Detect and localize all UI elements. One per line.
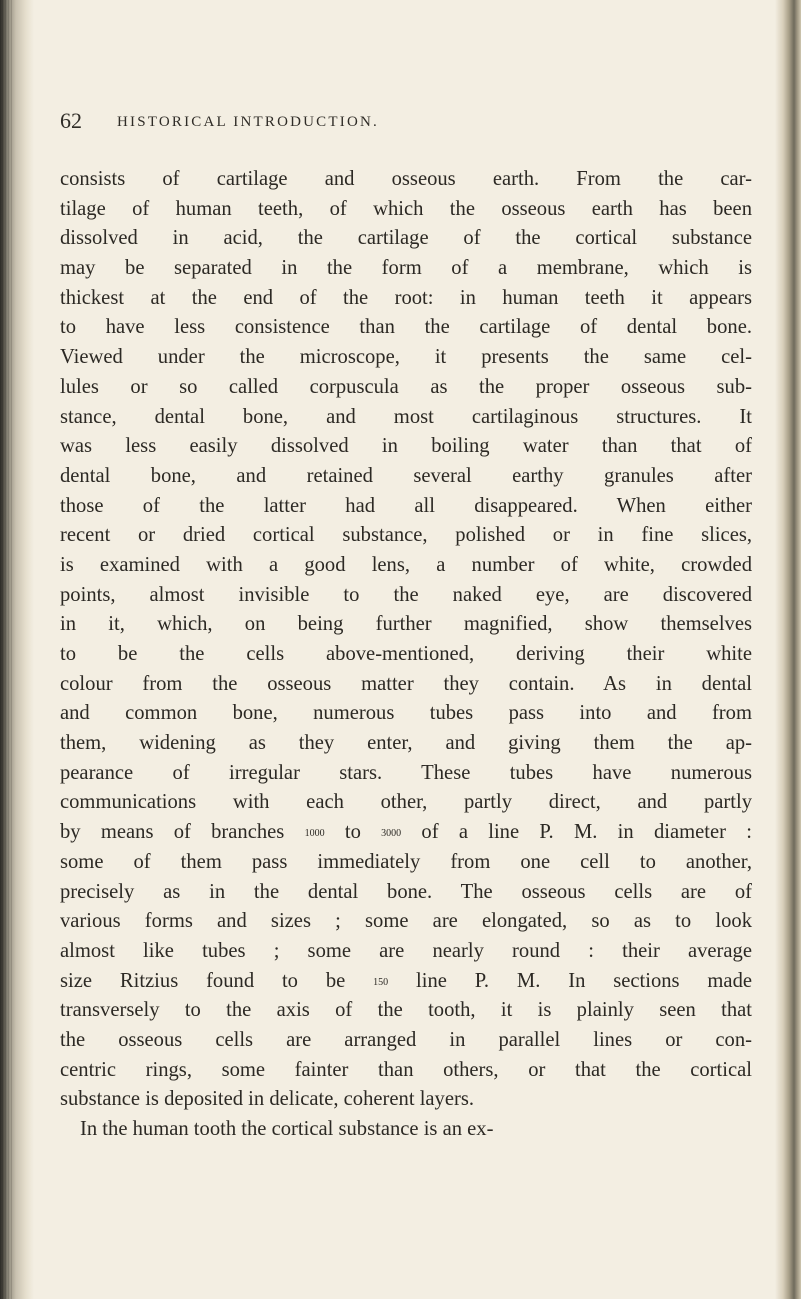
page-header (60, 108, 760, 136)
text-line: and common bone, numerous tubes pass into and from (60, 702, 752, 725)
fraction-3000: 3000 (381, 828, 402, 840)
page-number: 62 (60, 108, 82, 133)
text-line: dental bone, and retained several earthy granules after (60, 464, 752, 487)
text-line: them, widening as they enter, and giving them the ap- (60, 732, 752, 755)
text-line: stance, dental bone, and most cartilaginous structures. It (60, 405, 752, 428)
text-line: in it, which, on being further magnified, show themselves (60, 613, 752, 636)
text-line: thickest at the end of the root: in human teeth it appears (60, 286, 752, 309)
text-line: precisely as in the dental bone. The osseous cells are of (60, 880, 752, 903)
text-line: pearance of irregular stars. These tubes have numerous (60, 761, 752, 784)
text-segment: line P. M. In sections made (416, 969, 753, 992)
text-line: colour from the osseous matter they contain. As in dental (60, 672, 752, 695)
running-head: HISTORICAL INTRODUCTION. (117, 114, 379, 130)
text-line-with-fractions (60, 818, 752, 848)
page-edge-right (775, 0, 801, 1299)
text-segment: to (344, 821, 361, 844)
paragraph-end-line: substance is deposited in delicate, coherent layers. (60, 1088, 475, 1111)
text-line: the osseous cells are arranged in parallel lines or con- (60, 1028, 752, 1051)
text-line: communications with each other, partly direct, and partly (60, 791, 752, 814)
text-line: dissolved in acid, the cartilage of the cortical substance (60, 227, 752, 250)
text-line: to be the cells above-mentioned, deriving their white (60, 643, 752, 665)
text-line: recent or dried cortical substance, polished or in fine slices, (60, 524, 752, 547)
text-segment: of a line P. M. in diameter : (421, 821, 752, 844)
text-line: tilage of human teeth, of which the osseous earth has been (60, 197, 752, 220)
text-line: is examined with a good lens, a number of white, crowded (60, 553, 752, 576)
text-line: those of the latter had all disappeared. When either (60, 494, 752, 517)
text-line: was less easily dissolved in boiling water than that of (60, 435, 752, 458)
fraction-1000: 1000 (304, 828, 325, 840)
body-text (60, 165, 752, 1145)
text-line: various forms and sizes ; some are elongated, so as to look (60, 910, 752, 933)
text-line: some of them pass immediately from one cell to another, (60, 850, 752, 873)
text-line-with-fraction (60, 967, 752, 997)
text-line: Viewed under the microscope, it presents the same cel- (60, 346, 752, 369)
text-line: to have less consistence than the cartilage of dental bone. (60, 316, 752, 339)
text-segment: size Ritzius found to be (60, 969, 346, 992)
fraction-150: 150 (373, 976, 389, 988)
text-line: points, almost invisible to the naked eye, are discovered (60, 583, 752, 606)
text-line: lules or so called corpuscula as the proper osseous sub- (60, 375, 752, 398)
text-line: transversely to the axis of the tooth, it is plainly seen that (60, 999, 752, 1022)
text-line: consists of cartilage and osseous earth. From the car- (60, 168, 752, 190)
text-line: centric rings, some fainter than others, or that the cortical (60, 1058, 752, 1081)
text-line: may be separated in the form of a membrane, which is (60, 257, 752, 280)
binding-edge-lines (2, 0, 14, 1299)
text-segment: by means of branches (60, 821, 285, 844)
paragraph-start-line: In the human tooth the cortical substance is an ex- (80, 1118, 494, 1140)
text-line: almost like tubes ; some are nearly round : their average (60, 939, 752, 962)
